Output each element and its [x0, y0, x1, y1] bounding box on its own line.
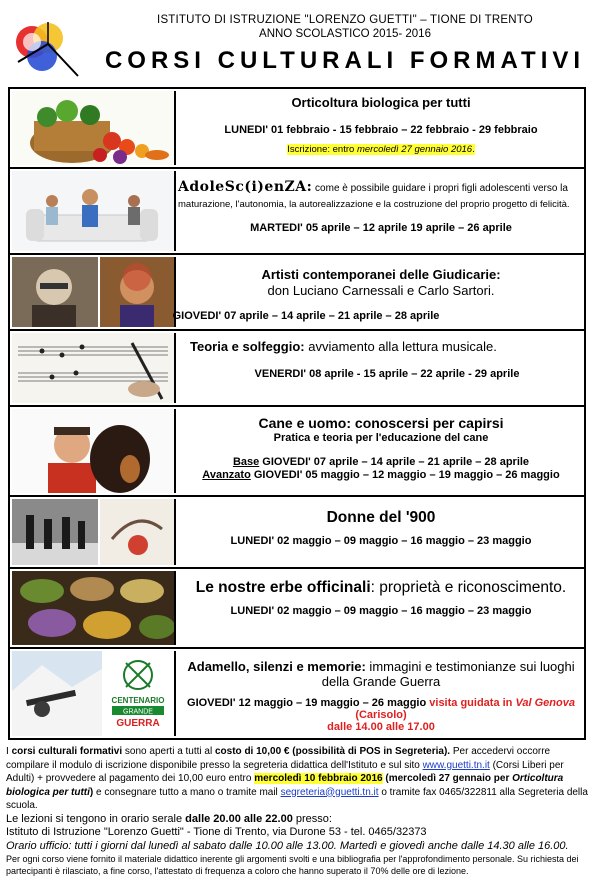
- course-subtitle: Pratica e teoria per l'educazione del cane: [273, 432, 489, 444]
- course-title: Orticoltura biologica per tutti: [291, 95, 471, 110]
- course-subtitle: don Luciano Carnessali e Carlo Sartori.: [267, 283, 495, 298]
- footer-text: I: [6, 746, 12, 757]
- footer-office-hours: Orario ufficio: tutti i giorni dal lunedì al sabato dalle 10.00 alle 13.00. Martedì e giovedì anche dalle 14.30 alle 16.00.: [6, 839, 569, 852]
- course-heading: [178, 579, 584, 597]
- course-row-solfeggio: [10, 331, 584, 407]
- course-subtitle: immagini e testimonianze sui luoghi: [365, 659, 575, 674]
- man-dog-photo: [12, 409, 176, 493]
- footer-text: Le lezioni si tengono in orario serale: [6, 812, 186, 825]
- footer-hours: dalle 20.00 alle 22.00: [185, 812, 293, 825]
- footer-text: sono aperti a tutti al: [122, 746, 215, 757]
- course-dates: [178, 697, 584, 721]
- course-text: [178, 169, 584, 253]
- enrollment-suffix: .: [472, 144, 475, 155]
- course-dates: VENERDI' 08 aprile - 15 aprile – 22 aprile - 29 aprile: [254, 368, 520, 380]
- course-dates: MARTEDI' 05 aprile – 12 aprile 19 aprile – 26 aprile: [250, 222, 512, 234]
- footer-deadline: mercoledì 10 febbraio 2016: [254, 773, 383, 784]
- visit-prefix: visita guidata in: [429, 697, 516, 709]
- course-title: Teoria e solfeggio:: [190, 339, 305, 354]
- visit-suffix: (Carisolo): [355, 709, 407, 721]
- footer-text-bold: (mercoledì 27 gennaio per: [382, 773, 513, 784]
- course-text: [178, 649, 584, 738]
- course-subtitle: avviamento alla lettura musicale.: [304, 339, 497, 354]
- course-text: [178, 497, 584, 567]
- course-title: Adamello, silenzi e memorie:: [187, 659, 366, 674]
- website-link[interactable]: www.guetti.tn.it: [422, 759, 490, 771]
- footer-text: Per accedervi occorre compilare il modulo di iscrizione disponibile presso la segreteria didattica dell'Istituto e sul sito: [6, 746, 551, 771]
- course-text: [172, 255, 584, 329]
- school-logo: [8, 18, 88, 80]
- school-name: ISTITUTO DI ISTRUZIONE "LORENZO GUETTI" – TIONE DI TRENTO: [157, 14, 533, 26]
- logo-line-2: GRANDE: [123, 708, 153, 716]
- vegetables-photo: [12, 91, 176, 165]
- course-dates: LUNEDI' 02 maggio – 09 maggio – 16 maggio – 23 maggio: [230, 535, 532, 547]
- course-text: [178, 569, 584, 647]
- page-title: CORSI CULTURALI FORMATIVI: [104, 47, 586, 74]
- course-heading: [178, 659, 584, 674]
- family-photo: [12, 171, 176, 251]
- footer-text: (Corsi Liberi per Adulti) + provvedere al pagamento dei 10,00 euro entro: [6, 759, 564, 784]
- course-title: Artisti contemporanei delle Giudicarie:: [261, 267, 501, 282]
- course-text: [178, 407, 584, 495]
- course-title: Cane e uomo: conoscersi per capirsi: [258, 415, 504, 431]
- email-link[interactable]: segreteria@guetti.tn.it: [280, 786, 379, 798]
- course-row-orticoltura: [10, 89, 584, 169]
- course-dates: LUNEDI' 02 maggio – 09 maggio – 16 maggio – 23 maggio: [230, 605, 532, 617]
- footer-text: o tramite fax 0465/322811 alla Segreteria della scuola.: [6, 786, 588, 811]
- course-title: AdoleSc(i)enZA:: [178, 179, 313, 195]
- course-row-donne: [10, 497, 584, 569]
- footer-materials-note: Per ogni corso viene fornito il materiale didattico inerente gli argomenti svolti e una bibliografia per l'approfondimento personale. Su richiesta dei partecipanti è rilasciato, a fine corso, l'attestato di frequenza a coloro che hanno superato il 70% delle ore di lezione.: [6, 854, 579, 876]
- advanced-label: Avanzato: [202, 469, 251, 481]
- enrollment-deadline: [178, 144, 584, 155]
- course-row-adolescienza: [10, 169, 584, 255]
- footer-paragraph-2: [6, 813, 594, 827]
- course-title: Donne del '900: [326, 509, 436, 526]
- logo-line-3: GUERRA: [116, 718, 160, 729]
- course-description-2: maturazione, l'autonomia, la autorealizzazione e la costruzione del proprio progetto di felicità.: [178, 199, 570, 210]
- logo-line-1: CENTENARIO: [111, 696, 165, 705]
- footer-cost: costo di 10,00 € (possibilità di POS in Segreteria).: [215, 746, 451, 757]
- footer-paragraph-1: [6, 745, 594, 813]
- advanced-dates-text: GIOVEDI' 05 maggio – 12 maggio – 19 maggio – 26 maggio: [250, 469, 560, 481]
- footer-text: presso:: [292, 812, 332, 825]
- base-dates-text: GIOVEDI' 07 aprile – 14 aprile – 21 aprile – 28 aprile: [259, 456, 530, 468]
- enrollment-prefix: Iscrizione: entro: [287, 144, 357, 155]
- course-text: [190, 331, 584, 405]
- course-subtitle-2: della Grande Guerra: [321, 674, 441, 689]
- footer-address: Istituto di Istruzione "Lorenzo Guetti" - Tione di Trento, via Durone 53 - tel. 0465/32373: [6, 826, 427, 838]
- course-title: Le nostre erbe officinali: [195, 579, 371, 596]
- mountain-photo: [12, 651, 176, 736]
- course-row-erbe: [10, 569, 584, 649]
- sheet-music-photo: [12, 333, 176, 403]
- course-text: [178, 89, 584, 167]
- advanced-dates: [178, 469, 584, 481]
- course-description-1: come è possibile guidare i propri figli adolescenti verso la: [315, 183, 568, 194]
- visit-time: dalle 14.00 alle 17.00: [327, 721, 435, 733]
- base-dates: [178, 456, 584, 468]
- base-label: Base: [232, 456, 260, 468]
- course-dates: GIOVEDI' 07 aprile – 14 aprile – 21 aprile – 28 aprile: [172, 310, 440, 322]
- footer-text-bold: ): [89, 786, 94, 798]
- course-dates: LUNEDI' 01 febbraio - 15 febbraio – 22 febbraio - 29 febbraio: [224, 124, 538, 136]
- enrollment-date: mercoledì 27 gennaio 2016: [356, 144, 473, 155]
- women-photo: [12, 499, 176, 565]
- courses-table: [8, 87, 586, 740]
- course-subtitle: : proprietà e riconoscimento.: [370, 579, 567, 596]
- school-year: ANNO SCOLASTICO 2015- 2016: [259, 28, 431, 40]
- herbs-photo: [12, 571, 176, 645]
- course-row-adamello: [10, 649, 584, 738]
- course-row-artisti: [10, 255, 584, 331]
- footer: [6, 745, 594, 877]
- course-heading: [190, 339, 584, 354]
- footer-text: e consegnare tutto a mano o tramite mail: [93, 786, 281, 798]
- footer-text-bold: corsi culturali formativi: [11, 746, 123, 757]
- visit-place: Val Genova: [515, 697, 575, 709]
- course-dates-text: GIOVEDI' 12 maggio – 19 maggio – 26 maggio: [187, 697, 430, 709]
- header: [100, 14, 590, 75]
- course-row-cane: [10, 407, 584, 497]
- footer-course-name: Orticoltura biologica per tutti: [6, 773, 564, 798]
